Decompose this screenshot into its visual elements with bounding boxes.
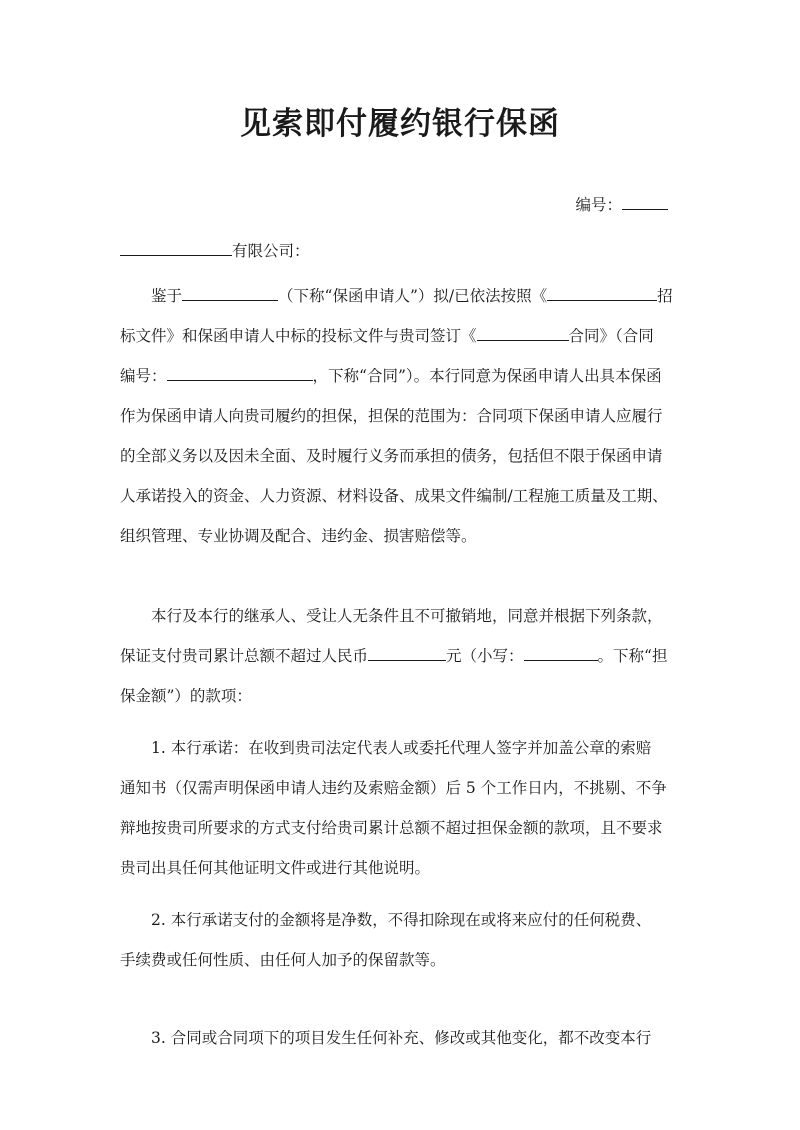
addressee-line [120,238,310,263]
text-segment: 。下称“担 [597,647,668,665]
text-line: 1. 本行承诺：在收到贵司法定代表人或委托代理人签字并加盖公章的索赔 [151,739,652,757]
contract-number-blank [167,363,313,381]
text-line: 3. 合同或合同项下的项目发生任何补充、修改或其他变化，都不改变本行 [151,1029,652,1047]
text-segment: 鉴于 [151,287,183,305]
text-line [120,276,680,316]
guarantee-number-line [575,192,668,217]
number-blank [622,192,668,210]
text-segment: 编号： [120,367,167,385]
text-segment: 标文件》和保函申请人中标的投标文件与贵司签订《 [120,327,477,345]
document-title: 见索即付履约银行保函 [240,106,560,142]
amount-words-blank [368,643,446,661]
text-segment: （下称“保函申请人”）拟/已依法按照《 [278,287,548,305]
paragraph-undertaking [120,596,680,716]
text-line: 人承诺投入的资金、人力资源、材料设备、成果文件编制/工程施工质量及工期、 [120,487,668,505]
text-line [120,636,680,676]
text-line: 2. 本行承诺支付的金额将是净数，不得扣除现在或将来应付的任何税费、 [151,911,652,929]
clause-1 [120,728,680,888]
text-segment: ，下称“合同”）。本行同意为保函申请人出具本保函 [312,367,662,385]
addressee-suffix: 有限公司： [232,242,310,260]
text-line: 作为保函申请人向贵司履约的担保，担保的范围为：合同项下保函申请人应履行 [120,407,663,425]
text-line: 保金额”）的款项： [120,687,252,705]
company-name-blank [120,238,232,256]
tender-doc-blank [547,283,657,301]
applicant-blank [182,283,278,301]
clause-2 [120,900,680,980]
text-segment: 元（小写： [446,647,524,665]
amount-figures-blank [524,643,598,661]
contract-name-blank [477,323,569,341]
text-line: 组织管理、专业协调及配合、违约金、损害赔偿等。 [120,527,477,545]
text-line: 贵司出具任何其他证明文件或进行其他说明。 [120,859,431,877]
text-segment: 合同》（合同 [568,327,654,345]
text-segment: 招 [657,287,673,305]
number-label: 编号： [575,196,622,214]
clause-3 [120,1018,680,1058]
text-line: 本行及本行的继承人、受让人无条件且不可撤销地，同意并根据下列条款， [151,607,663,625]
text-segment: 保证支付贵司累计总额不超过人民币 [120,647,369,665]
text-line [120,356,680,396]
paragraph-recital [120,276,680,556]
text-line: 通知书（仅需声明保函申请人违约及索赔金额）后 5 个工作日内，不挑剔、不争 [120,779,667,797]
text-line: 手续费或任何性质、由任何人加予的保留款等。 [120,951,446,969]
text-line: 的全部义务以及因未全面、及时履行义务而承担的债务，包括但不限于保函申请 [120,447,663,465]
text-line [120,316,680,356]
text-line: 辩地按贵司所要求的方式支付给贵司累计总额不超过担保金额的款项，且不要求 [120,819,663,837]
